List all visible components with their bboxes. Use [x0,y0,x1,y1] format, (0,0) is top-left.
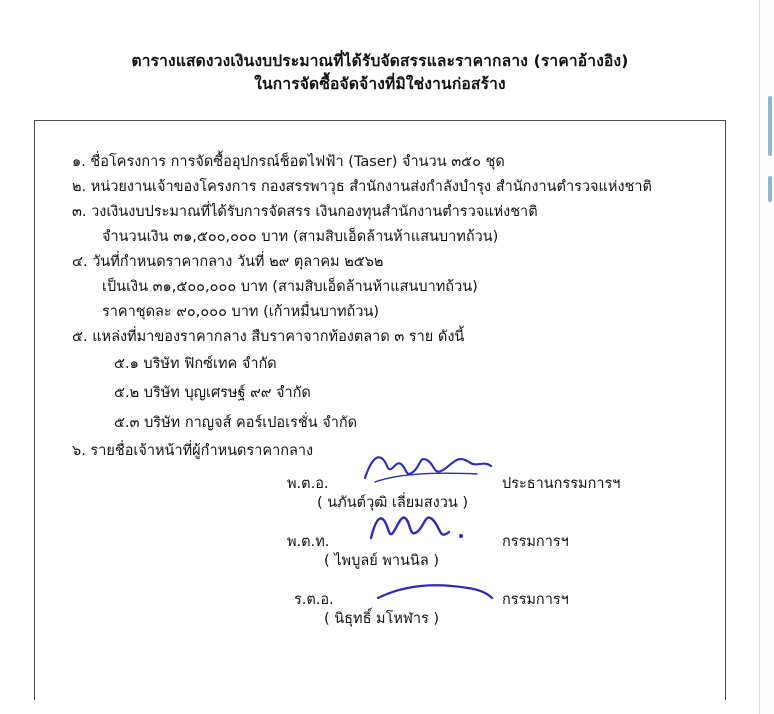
list-item: ๕.๒ บริษัท บุญเศรษฐ์ ๙๙ จำกัด [114,385,311,402]
list-item: ราคาชุดละ ๙๐,๐๐๐ บาท (เก้าหมื่นบาทถ้วน) [102,303,380,320]
signature-row [72,578,712,636]
list-item: ๑. ชื่อโครงการ การจัดซื้ออุปกรณ์ช็อตไฟฟ้า (Taser) จำนวน ๓๕๐ ชุด [72,154,505,170]
list-item: ๕.๑ บริษัท ฟิกซ์เทค จำกัด [114,355,277,372]
signatory-rank: พ.ต.อ. [287,476,329,492]
signature-mark-icon [357,448,507,486]
signatory-rank: ร.ต.อ. [294,592,334,608]
signatory-name: ( ไพบูลย์ พานนิล ) [324,553,439,569]
title-line-1: ตารางแสดงวงเงินงบประมาณที่ได้รับจัดสรรและราคากลาง (ราคาอ้างอิง) [131,52,629,70]
signature-mark-icon [372,572,522,610]
signatory-rank: พ.ต.ท. [287,534,330,550]
list-item: ๕.๓ บริษัท กาญจส์ คอร์เปอเรชั่น จำกัด [114,414,358,431]
signatory-role: ประธานกรรมการฯ [502,476,621,492]
list-item: ๖. รายชื่อเจ้าหน้าที่ผู้กำหนดราคากลาง [72,442,314,459]
signature-row [72,520,712,578]
page-title [0,0,760,97]
list-item: เป็นเงิน ๓๑,๕๐๐,๐๐๐ บาท (สามสิบเอ็ดล้านห้าแสนบาทถ้วน) [102,278,478,295]
list-item: ๔. วันที่กำหนดราคากลาง วันที่ ๒๙ ตุลาคม ๒๕๖๒ [72,253,384,270]
signatory-name: ( นภันต์วุฒิ เลี่ยมสงวน ) [317,495,469,511]
signatory-role: กรรมการฯ [502,592,569,608]
list-item: จำนวนเงิน ๓๑,๕๐๐,๐๐๐ บาท (สามสิบเอ็ดล้านห้าแสนบาทถ้วน) [102,228,499,245]
scan-edge-artifact [759,0,774,714]
list-item: ๕. แหล่งที่มาของราคากลาง สืบราคาจากท้องตลาด ๓ ราย ดังนี้ [72,328,465,345]
list-item: ๒. หน่วยงานเจ้าของโครงการ กองสรรพาวุธ สำนักงานส่งกำลังบำรุง สำนักงานตำรวจแห่งชาติ [72,178,652,195]
signatory-name: ( นิธุทธิ์ มโหฬาร ) [324,611,440,627]
scan-mark [768,176,772,202]
list-item: ๓. วงเงินงบประมาณที่ได้รับการจัดสรร เงินกองทุนสำนักงานตำรวจแห่งชาติ [72,203,538,220]
scan-mark [768,96,772,156]
signature-mark-icon [357,506,507,544]
signatory-role: กรรมการฯ [502,534,569,550]
title-line-2: ในการจัดซื้อจัดจ้างที่มิใช่งานก่อสร้าง [254,75,506,94]
document-body [72,150,702,464]
signature-block [72,462,712,636]
